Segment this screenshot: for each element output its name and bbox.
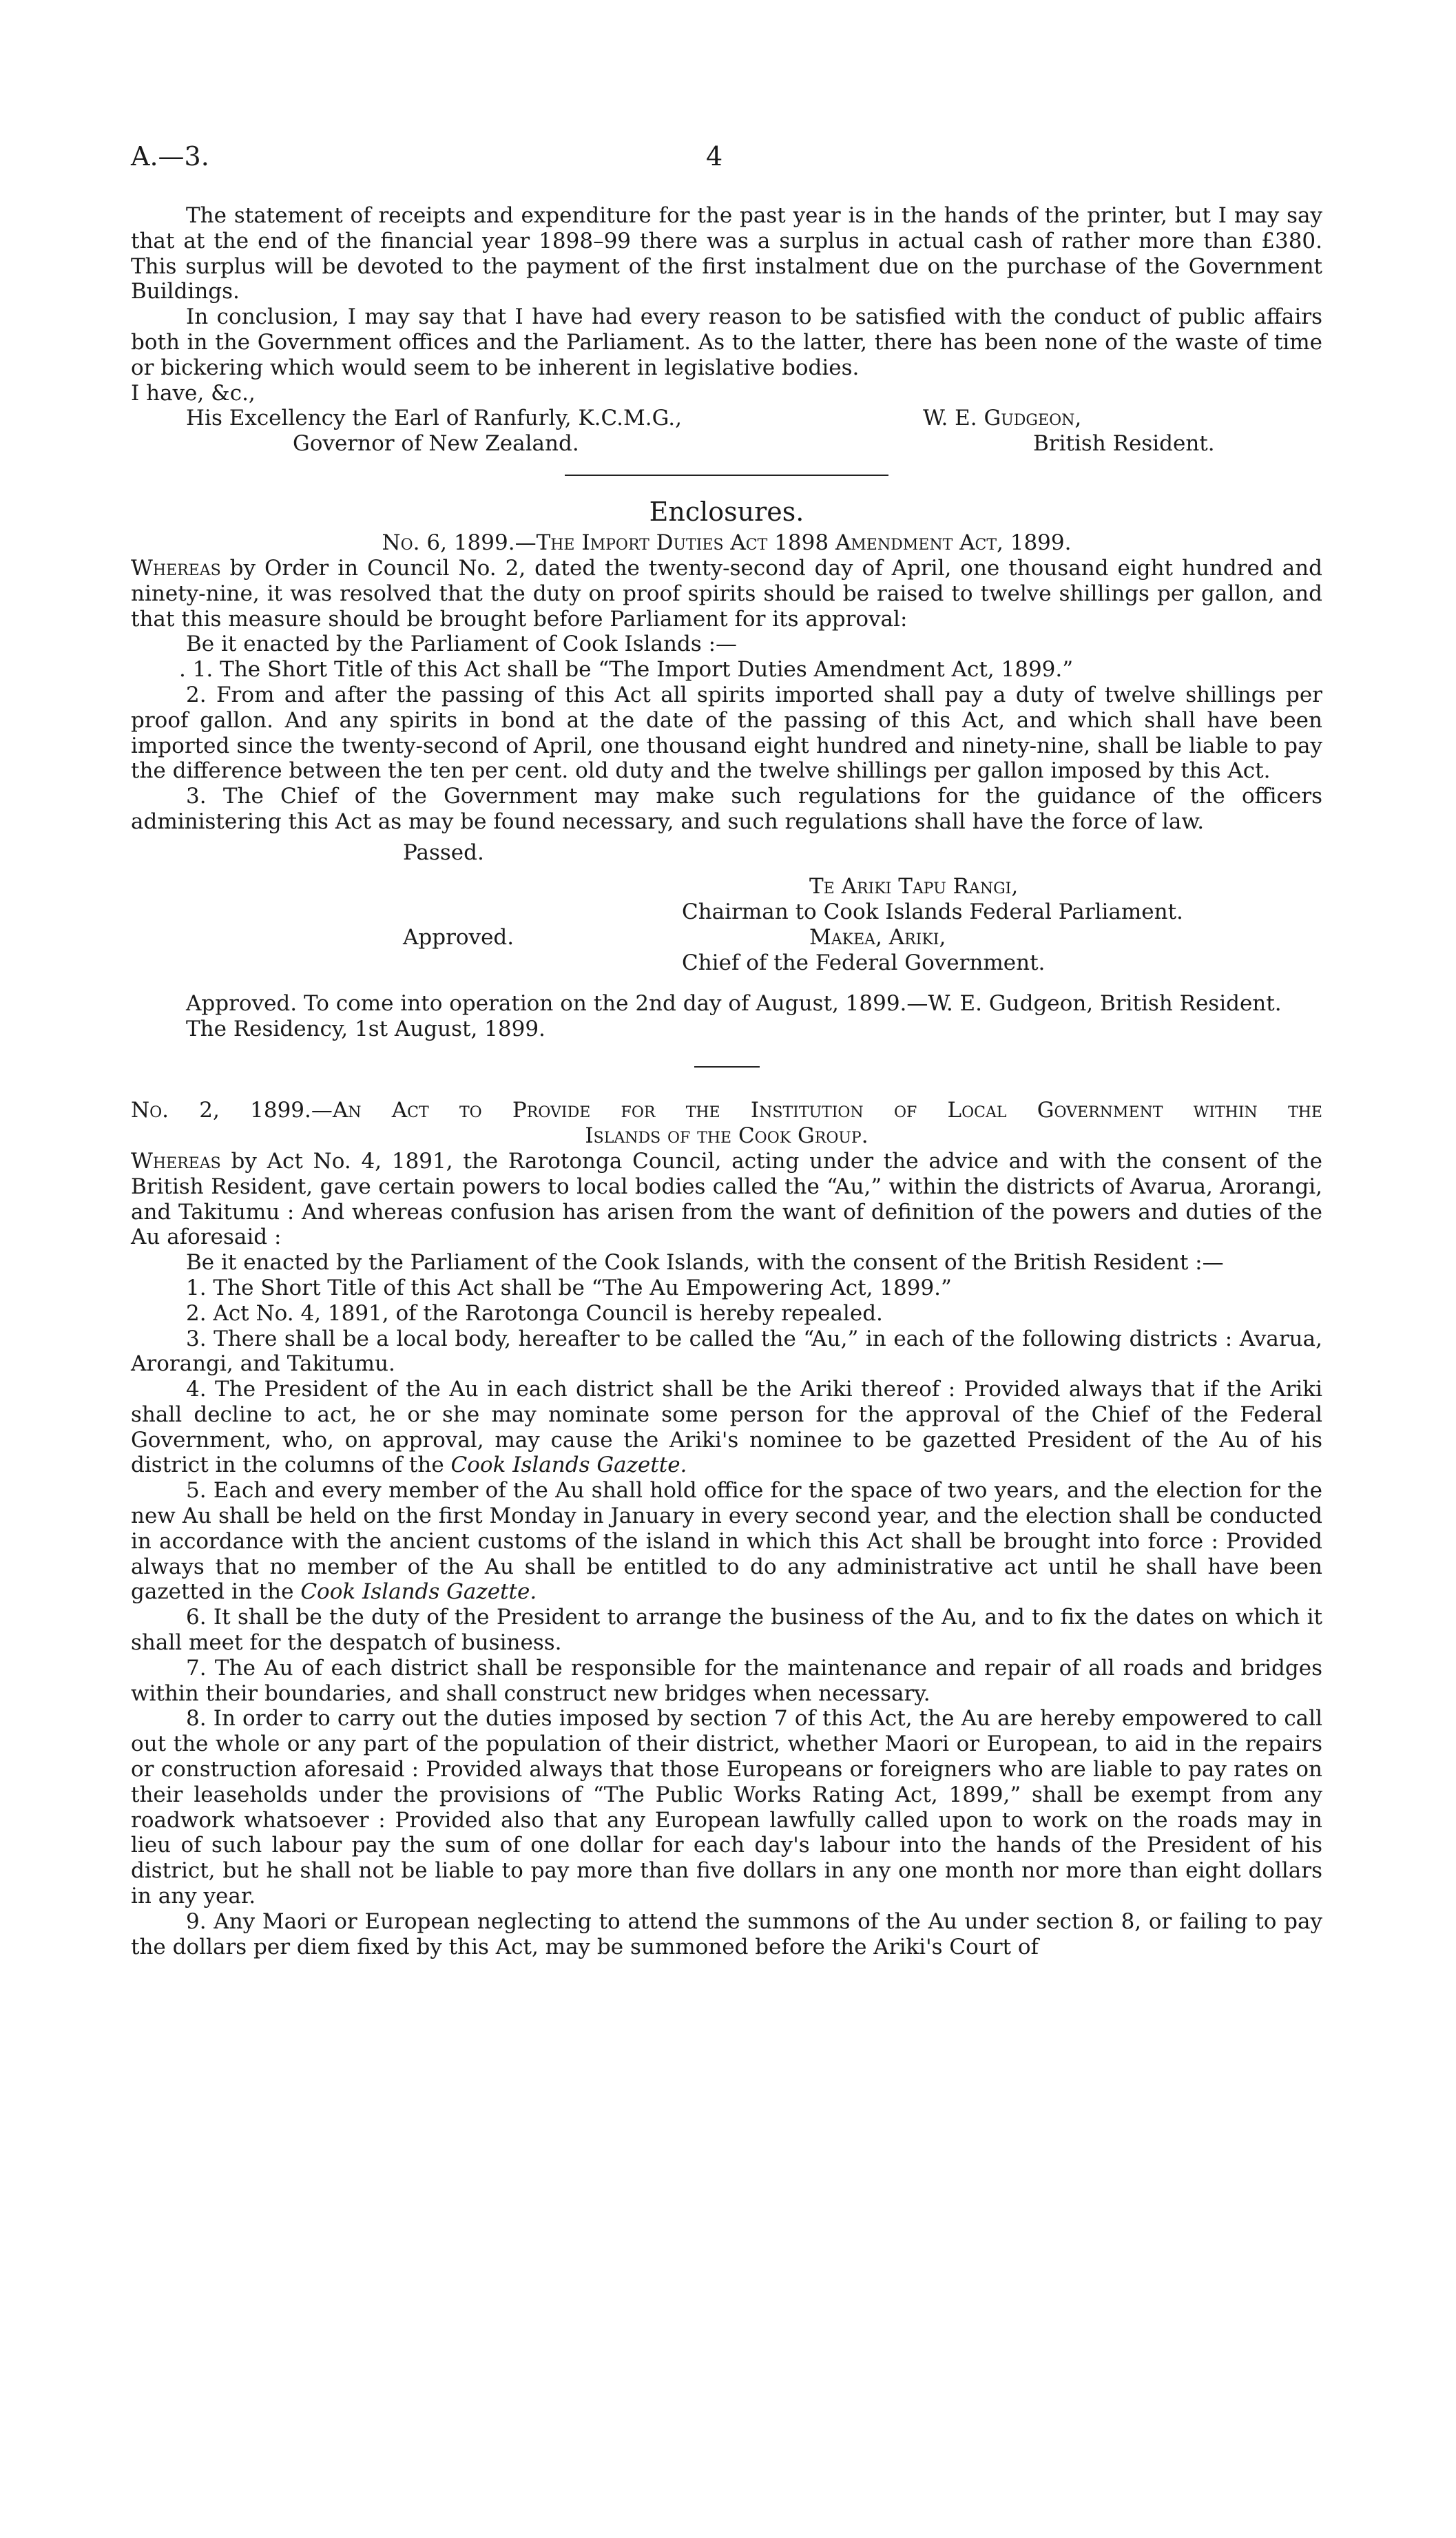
act2-section-8: 8. In order to carry out the duties imposed by section 7 of this Act, the Au are hereby empowered to call out the whole or any part of the population of their district, whether Maori or European, to aid in the repairs or construction aforesaid : Provided always that those Europeans or foreigners who are liable to pay rates on their leaseholds under the provisions of “The Public Works Rating Act, 1899,” shall be exempt from any roadwork whatsoever : Provided also that any European lawfully called upon to work on the roads may in lieu of such labour pay the sum of one dollar for each day's labour into the hands of the President of his district, but he shall not be liable to pay more than five dollars in any one month nor more than eight dollars in any year.	[131, 1706, 1322, 1909]
act2-enacting-clause: Be it enacted by the Parliament of the Cook Islands, with the consent of the British Resident :—	[186, 1250, 1224, 1276]
approved-label: Approved.	[403, 924, 514, 950]
addressee-line-2	[131, 431, 1322, 457]
act2-section-5	[131, 1478, 1322, 1605]
page-number: 4	[706, 141, 723, 171]
act2-whereas-word: Whereas	[131, 1148, 221, 1174]
act1-approval: Approved. To come into operation on the 2nd day of August, 1899.—W. E. Gudgeon, British Resident.	[186, 990, 1282, 1016]
chief-title: Chief of the Federal Government.	[682, 950, 1046, 975]
act2-section-4-text: 4. The President of the Au in each district shall be the Ariki thereof : Provided always that if the Ariki shall decline to act, he or she may nominate some person for the approval of the Chief of the Federal Government, who, on approval, may cause the Ariki's nominee to be gazetted President of the Au of his district in the columns of the	[131, 1377, 1322, 1478]
signer-title: British Resident.	[1033, 431, 1215, 457]
addressee-line-1	[131, 406, 1322, 431]
act2-whereas-text: by Act No. 4, 1891, the Rarotonga Council, acting under the advice and with the consent of the British Resident, gave certain powers to local bodies called the “Au,” within the districts of Avarua, Arorangi, and Takitumu : And whereas confusion has arisen from the want of definition of the powers and duties of the Au aforesaid :	[131, 1148, 1322, 1250]
section-divider	[565, 475, 888, 476]
act2-heading-line-2: Islands of the Cook Group.	[585, 1123, 869, 1149]
passed-line	[131, 840, 1322, 866]
act2-section-5-text: 5. Each and every member of the Au shall hold office for the space of two years, and the election for the new Au shall be held on the first Monday in January in every second year, and the election shall be conducted in accordance with the ancient customs of the island in which this Act shall be brought into force : Provided always that no member of the Au shall be entitled to do any administrative act until he shall have been gazetted in the	[131, 1478, 1322, 1605]
act-divider	[694, 1066, 760, 1068]
act2-section-4	[131, 1377, 1322, 1478]
chief-title-line	[131, 950, 1322, 976]
page-header	[131, 141, 1322, 183]
act2-section-3: 3. There shall be a local body, hereafter to be called the “Au,” in each of the following districts : Avarua, Arorangi, and Takitumu.	[131, 1326, 1322, 1377]
chairman-name: Te Ariki Tapu Rangi,	[809, 873, 1019, 899]
chairman-title-line	[131, 899, 1322, 925]
approved-line	[131, 925, 1322, 950]
act2-heading-line-1: No. 2, 1899.—An Act to Provide for the Institution of Local Government within the	[131, 1098, 1322, 1123]
act1-section-3: 3. The Chief of the Government may make such regulations for the guidance of the officers administering this Act as may be found necessary, and such regulations shall have the force of law.	[131, 784, 1322, 834]
act1-whereas-text: by Order in Council No. 2, dated the twenty-second day of April, one thousand eight hundred and ninety-nine, it was resolved that the duty on proof spirits should be raised to twelve shillings per gallon, and that this measure should be brought before Parliament for its approval:	[131, 555, 1322, 632]
chairman-title: Chairman to Cook Islands Federal Parliament.	[682, 899, 1183, 924]
paragraph-conclusion: In conclusion, I may say that I have had every reason to be satisfied with the conduct of public affairs both in the Government offices and the Parliament. As to the latter, there has been none of the waste of time or bickering which would seem to be inherent in legislative bodies.	[131, 304, 1322, 380]
document-reference: A.—3.	[131, 141, 209, 171]
document-body	[131, 203, 1322, 1959]
act1-heading: No. 6, 1899.—The Import Duties Act 1898 Amendment Act, 1899.	[382, 530, 1072, 556]
enclosures-title: Enclosures.	[649, 497, 804, 528]
act2-section-2: 2. Act No. 4, 1891, of the Rarotonga Council is hereby repealed.	[186, 1300, 883, 1326]
act2-section-6: 6. It shall be the duty of the President to arrange the business of the Au, and to fix the dates on which it shall meet for the despatch of business.	[131, 1605, 1322, 1656]
act1-enacting-clause: Be it enacted by the Parliament of Cook Islands :—	[186, 632, 738, 657]
chairman-name-line	[131, 874, 1322, 899]
act2-section-4-gazette: Cook Islands Gazette.	[450, 1453, 687, 1478]
act2-section-1: 1. The Short Title of this Act shall be “The Au Empowering Act, 1899.”	[186, 1275, 952, 1300]
signer-name: W. E. Gudgeon,	[923, 406, 1082, 431]
chief-name: Makea, Ariki,	[809, 924, 946, 950]
act1-whereas-word: Whereas	[131, 555, 221, 581]
paragraph-receipts: The statement of receipts and expenditure for the past year is in the hands of the printer, but I may say that at the end of the financial year 1898–99 there was a surplus in actual cash of rather more than £380. This surplus will be devoted to the payment of the first instalment due on the purchase of the Government Buildings.	[131, 203, 1322, 304]
act1-residency-date: The Residency, 1st August, 1899.	[186, 1016, 545, 1041]
act1-preamble	[131, 556, 1322, 632]
act2-section-9: 9. Any Maori or European neglecting to attend the summons of the Au under section 8, or failing to pay the dollars per diem fixed by this Act, may be summoned before the Ariki's Court of	[131, 1908, 1322, 1959]
passed-label: Passed.	[403, 840, 484, 865]
act2-section-5-gazette: Cook Islands Gazette.	[300, 1579, 537, 1605]
act2-preamble	[131, 1149, 1322, 1250]
addressee-name: His Excellency the Earl of Ranfurly, K.C.M.G.,	[186, 406, 682, 431]
act1-section-1: . 1. The Short Title of this Act shall be “The Import Duties Amendment Act, 1899.”	[179, 657, 1074, 683]
addressee-title: Governor of New Zealand.	[293, 431, 579, 457]
closing-salutation: I have, &c.,	[131, 380, 256, 406]
act2-section-7: 7. The Au of each district shall be responsible for the maintenance and repair of all roads and bridges within their boundaries, and shall construct new bridges when necessary.	[131, 1655, 1322, 1706]
act1-section-2: 2. From and after the passing of this Act all spirits imported shall pay a duty of twelve shillings per proof gallon. And any spirits in bond at the date of the passing of this Act, and which shall have been imported since the twenty-second of April, one thousand eight hundred and ninety-nine, shall be liable to pay the difference between the ten per cent. old duty and the twelve shillings per gallon imposed by this Act.	[131, 682, 1322, 784]
